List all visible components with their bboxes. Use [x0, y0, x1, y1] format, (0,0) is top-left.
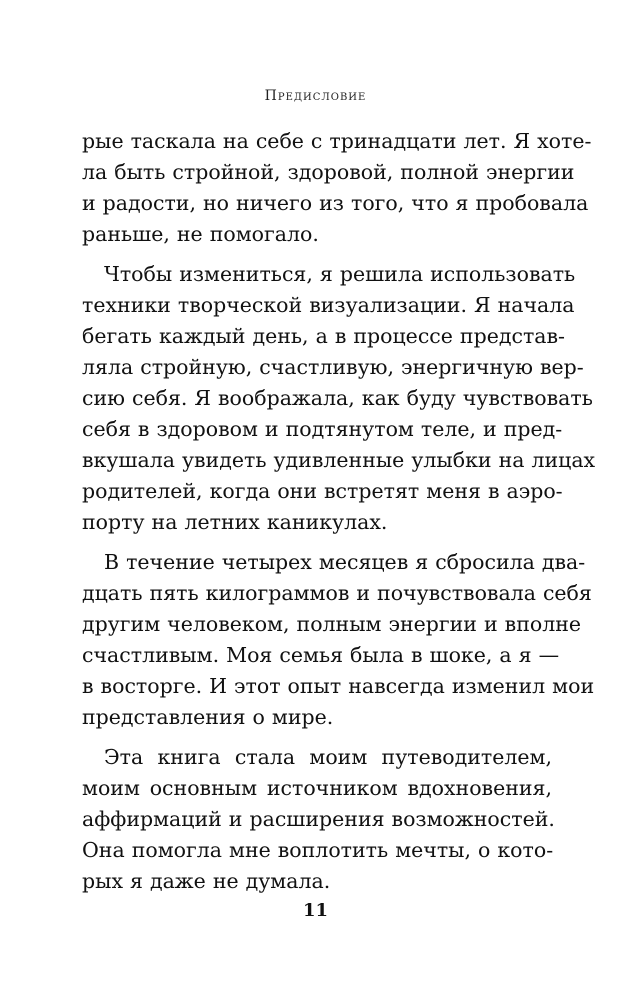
running-head: Предисловие [264, 88, 367, 104]
text-line: ла быть стройной, здоровой, полной энергии [82, 160, 575, 184]
text-line: моим основным источником вдохновения, [82, 776, 552, 800]
text-line: в восторге. И этот опыт навсегда изменил мои [82, 674, 595, 698]
text-line: сию себя. Я воображала, как буду чувствовать [82, 386, 593, 410]
text-line: Она помогла мне воплотить мечты, о кото- [82, 838, 554, 862]
text-line: себя в здоровом и подтянутом теле, и пред- [82, 417, 563, 441]
text-line: техники творческой визуализации. Я начала [82, 293, 575, 317]
text-line: рые таскала на себе с тринадцати лет. Я хоте- [82, 129, 592, 153]
text-line: В течение четырех месяцев я сбросила два- [104, 550, 586, 574]
page-number: 11 [302, 900, 329, 921]
paragraph [82, 259, 596, 538]
text-line: представления о мире. [82, 705, 334, 729]
text-line: рых я даже не думала. [82, 869, 331, 893]
text-line: ляла стройную, счастливую, энергичную вер- [82, 355, 584, 379]
paragraph [82, 547, 595, 733]
text-line: аффирмаций и расширения возможностей. [82, 807, 555, 831]
text-line: другим человеком, полным энергии и вполне [82, 612, 582, 636]
text-line: раньше, не помогало. [82, 222, 319, 246]
text-line: и радости, но ничего из того, что я пробовала [82, 191, 589, 215]
text-line: Эта книга стала моим путеводителем, [104, 745, 552, 769]
paragraph [82, 742, 555, 897]
text-line: порту на летних каникулах. [82, 510, 388, 534]
paragraph [82, 126, 592, 250]
text-line: родителей, когда они встретят меня в аэро- [82, 479, 563, 503]
text-line: дцать пять килограммов и почувствовала себя [82, 581, 592, 605]
body-text [82, 126, 596, 897]
text-line: вкушала увидеть удивленные улыбки на лицах [82, 448, 596, 472]
text-line: бегать каждый день, а в процессе представ- [82, 324, 565, 348]
text-line: счастливым. Моя семья была в шоке, а я — [82, 643, 560, 667]
text-line: Чтобы измениться, я решила использовать [104, 262, 576, 286]
